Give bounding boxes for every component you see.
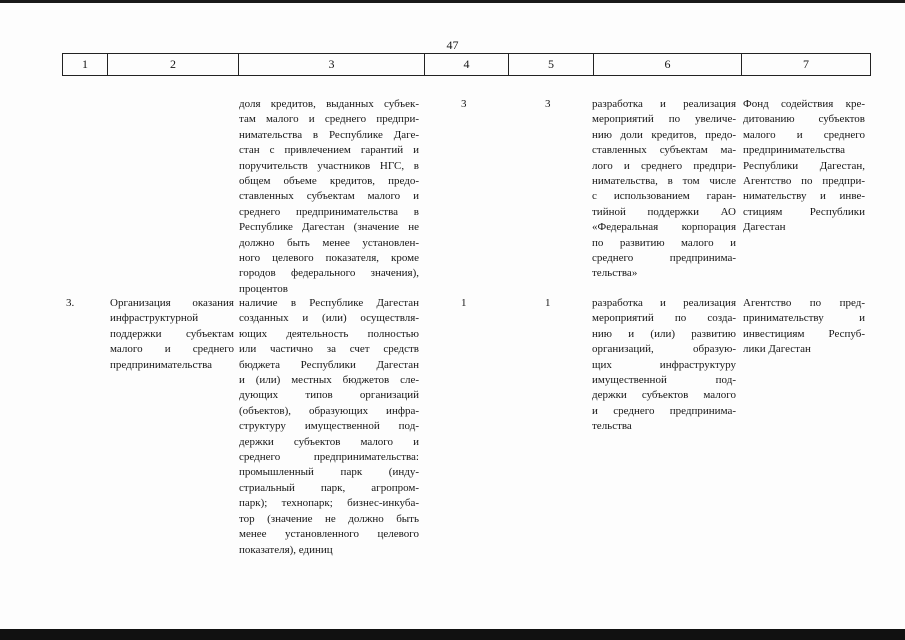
text-line: дитованию субъектов xyxy=(743,113,865,126)
text-line: Республики Дагестан, xyxy=(743,159,865,172)
row2-col4-value: 1 xyxy=(461,297,467,309)
text-line: разработка и реализация xyxy=(592,297,736,309)
text-line: инфраструктурной xyxy=(110,312,199,325)
text-line: структуру имущественной под- xyxy=(239,420,419,433)
text-line: малого и среднего xyxy=(743,128,865,141)
text-line: тельства» xyxy=(592,267,638,280)
row1-responsible xyxy=(743,97,865,236)
text-line: держки субъектов малого xyxy=(592,389,736,402)
text-line: ставленных субъектам малого и xyxy=(239,190,419,203)
text-line: принимательству и xyxy=(743,312,865,325)
column-header-1: 1 xyxy=(63,54,108,76)
text-line: стициям Республики xyxy=(743,205,865,218)
text-line: общем объеме кредитов, предо- xyxy=(239,175,419,188)
text-line: лики Дагестан xyxy=(743,343,811,356)
text-line: разработка и реализация xyxy=(592,98,736,110)
text-line: тийной поддержки АО xyxy=(592,205,736,218)
text-line: с использованием гаран- xyxy=(592,190,736,203)
text-line: (объектов), образующих инфра- xyxy=(239,404,419,417)
text-line: там малого и среднего предпри- xyxy=(239,113,419,126)
text-line: должно быть менее установлен- xyxy=(239,236,419,249)
row2-action xyxy=(592,296,736,435)
text-line: и (или) местных бюджетов сле- xyxy=(239,374,419,387)
text-line: нимательству и инве- xyxy=(743,190,865,203)
text-line: нимательства в Республике Даге- xyxy=(239,128,419,141)
text-line: малого и среднего xyxy=(110,343,234,356)
text-line: тельства xyxy=(592,420,632,433)
column-header-3: 3 xyxy=(239,54,425,76)
scan-bottom-edge xyxy=(0,629,905,640)
text-line: мероприятий по созда- xyxy=(592,312,736,325)
text-line: ставленных субъектам ма- xyxy=(592,144,736,157)
text-line: предпринимательства xyxy=(743,144,846,157)
row2-number: 3. xyxy=(66,297,75,309)
row1-action xyxy=(592,97,736,282)
page-number: 47 xyxy=(446,38,459,52)
text-line: инвестициям Респуб- xyxy=(743,327,865,340)
text-line: среднего предпринимательства: xyxy=(239,451,419,464)
text-line: держки субъектов малого и xyxy=(239,435,419,448)
text-line: тор (значение не должно быть xyxy=(239,512,419,525)
text-line: поручительств участников НГС, в xyxy=(239,159,419,172)
row1-col4-value: 3 xyxy=(461,98,467,110)
text-line: доля кредитов, выданных субъек- xyxy=(239,98,419,110)
text-line: нию и (или) развитию xyxy=(592,327,736,340)
row1-col5-value: 3 xyxy=(545,98,551,110)
text-line: Организация оказания xyxy=(110,297,234,309)
text-line: дующих типов организаций xyxy=(239,389,419,402)
column-header-5: 5 xyxy=(509,54,594,76)
column-header-table xyxy=(62,53,871,76)
text-line: бюджета Республики Дагестан xyxy=(239,358,419,371)
row2-col5-value: 1 xyxy=(545,297,551,309)
text-line: созданных и (или) осуществля- xyxy=(239,312,419,325)
text-line: щих инфраструктуру xyxy=(592,358,736,371)
text-line: «Федеральная корпорация xyxy=(592,221,736,234)
text-line: показателя), единиц xyxy=(239,543,333,556)
text-line: предпринимательства xyxy=(110,358,213,371)
text-line: имущественной под- xyxy=(592,374,736,387)
text-line: стриальный парк, агропром- xyxy=(239,481,419,494)
text-line: Агентство по предпри- xyxy=(743,175,865,188)
text-line: среднего предпринимательства в xyxy=(239,205,419,218)
text-line: парк); технопарк; бизнес-инкуба- xyxy=(239,497,419,510)
text-line: среднего предпринима- xyxy=(592,252,736,265)
text-line: ющих деятельность полностью xyxy=(239,327,419,340)
text-line: мероприятий по увеличе- xyxy=(592,113,736,126)
row2-name xyxy=(110,296,234,373)
text-line: стан с привлечением гарантий и xyxy=(239,144,419,157)
text-line: Республике Дагестан (значение не xyxy=(239,221,419,234)
text-line: Агентство по пред- xyxy=(743,297,865,309)
text-line: промышленный парк (инду- xyxy=(239,466,419,479)
text-line: менее установленного целевого xyxy=(239,528,419,541)
text-line: наличие в Республике Дагестан xyxy=(239,297,419,309)
column-header-row xyxy=(63,54,871,76)
column-header-7: 7 xyxy=(742,54,871,76)
column-header-6: 6 xyxy=(594,54,742,76)
text-line: и среднего предпринима- xyxy=(592,404,736,417)
text-line: нимательства, в том числе xyxy=(592,175,736,188)
text-line: организаций, образую- xyxy=(592,343,736,356)
row1-indicator xyxy=(239,97,419,297)
row2-indicator xyxy=(239,296,419,558)
text-line: процентов xyxy=(239,282,288,295)
text-line: городов федерального значения), xyxy=(239,267,419,280)
text-line: нию доли кредитов, предо- xyxy=(592,128,736,141)
text-line: поддержки субъектам xyxy=(110,327,234,340)
scan-top-edge xyxy=(0,0,905,3)
text-line: Фонд содействия кре- xyxy=(743,98,865,110)
text-line: ного целевого показателя, кроме xyxy=(239,252,419,265)
row2-responsible xyxy=(743,296,865,358)
text-line: Дагестан xyxy=(743,221,786,234)
column-header-4: 4 xyxy=(425,54,509,76)
column-header-2: 2 xyxy=(108,54,239,76)
text-line: лого и среднего предпри- xyxy=(592,159,736,172)
text-line: или частично за счет средств xyxy=(239,343,419,356)
text-line: по развитию малого и xyxy=(592,236,736,249)
